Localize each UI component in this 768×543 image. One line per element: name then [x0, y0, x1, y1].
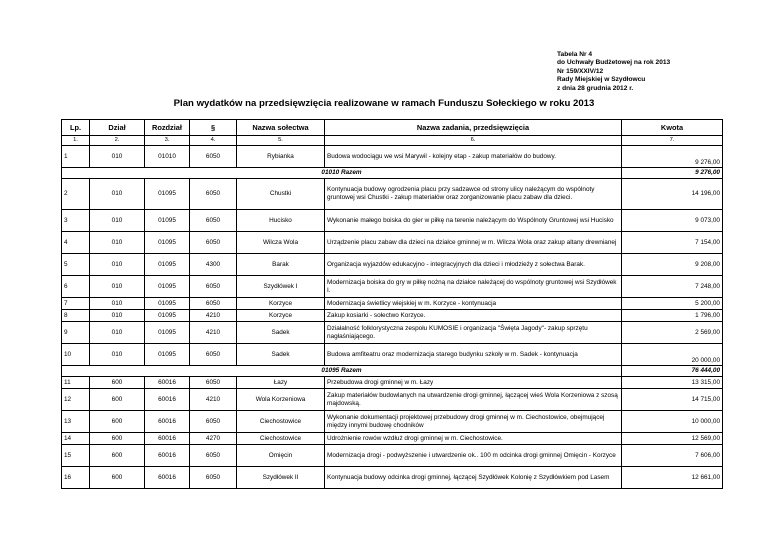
cell-dzial: 600 — [90, 411, 145, 433]
cell-rozdzial: 60016 — [145, 467, 190, 489]
subtotal-row — [62, 168, 723, 179]
cell-solectwo: Ciechostowice — [237, 433, 325, 445]
cell-lp: 3 — [62, 210, 90, 232]
table-number: Tabela Nr 4 — [557, 51, 593, 58]
table-header-row — [62, 120, 723, 136]
table-row — [62, 179, 723, 210]
col-number: 6. — [325, 136, 622, 146]
cell-dzial: 010 — [90, 179, 145, 210]
col-header-zadanie: Nazwa zadania, przedsięwzięcia — [325, 120, 622, 136]
col-number: 2. — [90, 136, 145, 146]
cell-kwota: 14 196,00 — [622, 179, 723, 210]
cell-lp: 5 — [62, 254, 90, 276]
table-row — [62, 232, 723, 254]
subtotal-amount: 76 444,00 — [622, 366, 723, 377]
cell-paragraf: 6050 — [190, 344, 237, 366]
cell-kwota: 9 208,00 — [622, 254, 723, 276]
cell-lp: 1 — [62, 146, 90, 168]
cell-kwota: 10 000,00 — [622, 411, 723, 433]
col-header-kwota: Kwota — [622, 120, 723, 136]
cell-lp: 13 — [62, 411, 90, 433]
cell-kwota: 9 276,00 — [622, 146, 723, 168]
cell-kwota: 7 248,00 — [622, 276, 723, 298]
cell-solectwo: Ciechostowice — [237, 411, 325, 433]
cell-zadanie: Modernizacja boiska do gry w piłkę nożną na działce należącej do wspólnoty gruntowej wsi Szydłówek I. — [325, 276, 622, 298]
cell-rozdzial: 01095 — [145, 344, 190, 366]
subtotal-label: 01095 Razem — [62, 366, 622, 377]
cell-dzial: 010 — [90, 298, 145, 310]
cell-paragraf: 6050 — [190, 179, 237, 210]
table-row — [62, 445, 723, 467]
cell-kwota: 13 315,00 — [622, 377, 723, 389]
cell-dzial: 010 — [90, 232, 145, 254]
cell-paragraf: 6050 — [190, 377, 237, 389]
cell-zadanie: Budowa wodociągu we wsi Marywil - kolejny etap - zakup materiałów do budowy. — [325, 146, 622, 168]
cell-paragraf: 6050 — [190, 445, 237, 467]
cell-lp: 11 — [62, 377, 90, 389]
cell-zadanie: Zakup materiałów budowlanych na utwardzenie drogi gminnej, łączącej wieś Wola Korzeniowa z szosą majdowską. — [325, 389, 622, 411]
cell-zadanie: Modernizacja drogi - podwyższenie i utwardzenie ok.. 100 m odcinka drogi gminnej Omięcin - Korzyce — [325, 445, 622, 467]
table-body — [62, 146, 723, 489]
cell-rozdzial: 01095 — [145, 276, 190, 298]
cell-dzial: 010 — [90, 310, 145, 322]
cell-dzial: 600 — [90, 389, 145, 411]
cell-rozdzial: 01095 — [145, 298, 190, 310]
cell-paragraf: 4210 — [190, 310, 237, 322]
column-number-row — [62, 136, 723, 146]
table-row — [62, 322, 723, 344]
cell-rozdzial: 60016 — [145, 389, 190, 411]
table-row — [62, 210, 723, 232]
col-header-solectwo: Nazwa sołectwa — [237, 120, 325, 136]
cell-dzial: 600 — [90, 445, 145, 467]
table-row — [62, 389, 723, 411]
resolution-date: z dnia 28 grudnia 2012 r. — [557, 84, 634, 92]
cell-zadanie: Kontynuacja budowy ogrodzenia placu przy sadzawce od strony ulicy należącym do wspólnoty gruntowej wsi Chustki - zakup materiałów oraz zorganizowanie placu zabaw dla dzieci. — [325, 179, 622, 210]
cell-lp: 2 — [62, 179, 90, 210]
cell-paragraf: 4210 — [190, 322, 237, 344]
cell-dzial: 010 — [90, 322, 145, 344]
cell-kwota: 7 606,00 — [622, 445, 723, 467]
col-number: 7. — [622, 136, 723, 146]
cell-dzial: 600 — [90, 377, 145, 389]
cell-kwota: 5 200,00 — [622, 298, 723, 310]
cell-paragraf: 6050 — [190, 232, 237, 254]
cell-zadanie: Zakup kosiarki - sołectwo Korzyce. — [325, 310, 622, 322]
cell-zadanie: Działalność folklorystyczna zespołu KUMOSIE i organizacja "Święta Jagody"- zakup sprzętu nagłaśniającego. — [325, 322, 622, 344]
cell-solectwo: Rybianka — [237, 146, 325, 168]
cell-paragraf: 6050 — [190, 146, 237, 168]
cell-zadanie: Kontynuacja budowy odcinka drogi gminnej, łączącej Szydłówek Kolonię z Szydłówkiem pod Lasem — [325, 467, 622, 489]
table-row — [62, 146, 723, 168]
cell-dzial: 010 — [90, 210, 145, 232]
cell-lp: 9 — [62, 322, 90, 344]
cell-solectwo: Wola Korzeniowa — [237, 389, 325, 411]
cell-rozdzial: 01095 — [145, 322, 190, 344]
table-row — [62, 298, 723, 310]
cell-kwota: 7 154,00 — [622, 232, 723, 254]
cell-lp: 14 — [62, 433, 90, 445]
table-row — [62, 344, 723, 366]
cell-rozdzial: 01095 — [145, 179, 190, 210]
cell-lp: 8 — [62, 310, 90, 322]
cell-lp: 4 — [62, 232, 90, 254]
cell-rozdzial: 60016 — [145, 411, 190, 433]
col-header-lp: Lp. — [62, 120, 90, 136]
col-header-rozdzial: Rozdział — [145, 120, 190, 136]
cell-dzial: 010 — [90, 344, 145, 366]
cell-kwota: 9 073,00 — [622, 210, 723, 232]
resolution-reference — [557, 51, 670, 93]
cell-lp: 6 — [62, 276, 90, 298]
subtotal-amount: 9 276,00 — [622, 168, 723, 179]
cell-solectwo: Chustki — [237, 179, 325, 210]
cell-lp: 15 — [62, 445, 90, 467]
cell-dzial: 010 — [90, 146, 145, 168]
cell-kwota: 20 000,00 — [622, 344, 723, 366]
table-row — [62, 411, 723, 433]
cell-kwota: 12 661,00 — [622, 467, 723, 489]
cell-paragraf: 4210 — [190, 389, 237, 411]
cell-solectwo: Hucisko — [237, 210, 325, 232]
table-row — [62, 310, 723, 322]
cell-solectwo: Łazy — [237, 377, 325, 389]
col-header-paragraf: § — [190, 120, 237, 136]
cell-rozdzial: 01095 — [145, 254, 190, 276]
cell-lp: 7 — [62, 298, 90, 310]
cell-rozdzial: 01010 — [145, 146, 190, 168]
council-name: Rady Miejskiej w Szydłowcu — [557, 76, 646, 84]
cell-rozdzial: 60016 — [145, 377, 190, 389]
col-header-dzial: Dział — [90, 120, 145, 136]
cell-zadanie: Przebudowa drogi gminnej w m. Łazy — [325, 377, 622, 389]
cell-paragraf: 4270 — [190, 433, 237, 445]
cell-rozdzial: 01095 — [145, 310, 190, 322]
col-number: 4. — [190, 136, 237, 146]
cell-lp: 12 — [62, 389, 90, 411]
table-row — [62, 377, 723, 389]
cell-zadanie: Wykonanie małego boiska do gier w piłkę na terenie należącym do Wspólnoty Gruntowej wsi Hucisko — [325, 210, 622, 232]
expenditure-table — [61, 119, 723, 489]
col-number: 3. — [145, 136, 190, 146]
cell-paragraf: 6050 — [190, 210, 237, 232]
cell-zadanie: Organizacja wyjazdów edukacyjno - integracyjnych dla dzieci i młodzieży z sołectwa Barak. — [325, 254, 622, 276]
cell-kwota: 12 569,00 — [622, 433, 723, 445]
cell-paragraf: 6050 — [190, 298, 237, 310]
cell-dzial: 600 — [90, 467, 145, 489]
cell-solectwo: Szydłówek I — [237, 276, 325, 298]
cell-zadanie: Wykonanie dokumentacji projektowej przebudowy drogi gminnej w m. Ciechostowice, obejmującej między innymi budowę chodników — [325, 411, 622, 433]
page-title: Plan wydatków na przedsięwzięcia realizowane w ramach Funduszu Sołeckiego w roku 2013 — [173, 98, 595, 109]
cell-solectwo: Sadek — [237, 322, 325, 344]
cell-solectwo: Korzyce — [237, 310, 325, 322]
cell-solectwo: Sadek — [237, 344, 325, 366]
table-row — [62, 433, 723, 445]
cell-kwota: 1 796,00 — [622, 310, 723, 322]
resolution-number: Nr 159/XXIV/12 — [557, 67, 604, 75]
cell-zadanie: Udrożnienie rowów wzdłuż drogi gminnej w m. Ciechostowice. — [325, 433, 622, 445]
cell-solectwo: Korzyce — [237, 298, 325, 310]
col-number: 1. — [62, 136, 90, 146]
cell-dzial: 010 — [90, 254, 145, 276]
table-row — [62, 254, 723, 276]
subtotal-row — [62, 366, 723, 377]
cell-kwota: 2 569,00 — [622, 322, 723, 344]
cell-lp: 16 — [62, 467, 90, 489]
cell-paragraf: 6050 — [190, 411, 237, 433]
cell-solectwo: Wilcza Wola — [237, 232, 325, 254]
cell-rozdzial: 60016 — [145, 445, 190, 467]
table-row — [62, 467, 723, 489]
table-row — [62, 276, 723, 298]
cell-zadanie: Urządzenie placu zabaw dla dzieci na działce gminnej w m. Wilcza Wola oraz zakup altany drewnianej — [325, 232, 622, 254]
cell-solectwo: Omięcin — [237, 445, 325, 467]
cell-kwota: 14 715,00 — [622, 389, 723, 411]
cell-rozdzial: 01095 — [145, 232, 190, 254]
col-number: 5. — [237, 136, 325, 146]
cell-dzial: 600 — [90, 433, 145, 445]
subtotal-label: 01010 Razem — [62, 168, 622, 179]
cell-paragraf: 6050 — [190, 276, 237, 298]
cell-solectwo: Szydłówek II — [237, 467, 325, 489]
cell-lp: 10 — [62, 344, 90, 366]
cell-rozdzial: 60016 — [145, 433, 190, 445]
cell-rozdzial: 01095 — [145, 210, 190, 232]
cell-solectwo: Barak — [237, 254, 325, 276]
cell-zadanie: Budowa amfiteatru oraz modernizacja starego budynku szkoły w m. Sadek - kontynuacja — [325, 344, 622, 366]
cell-dzial: 010 — [90, 276, 145, 298]
cell-paragraf: 4300 — [190, 254, 237, 276]
cell-zadanie: Modernizacja świetlicy wiejskiej w m. Korzyce - kontynuacja — [325, 298, 622, 310]
resolution-line: do Uchwały Budżetowej na rok 2013 — [557, 59, 671, 67]
cell-paragraf: 6050 — [190, 467, 237, 489]
